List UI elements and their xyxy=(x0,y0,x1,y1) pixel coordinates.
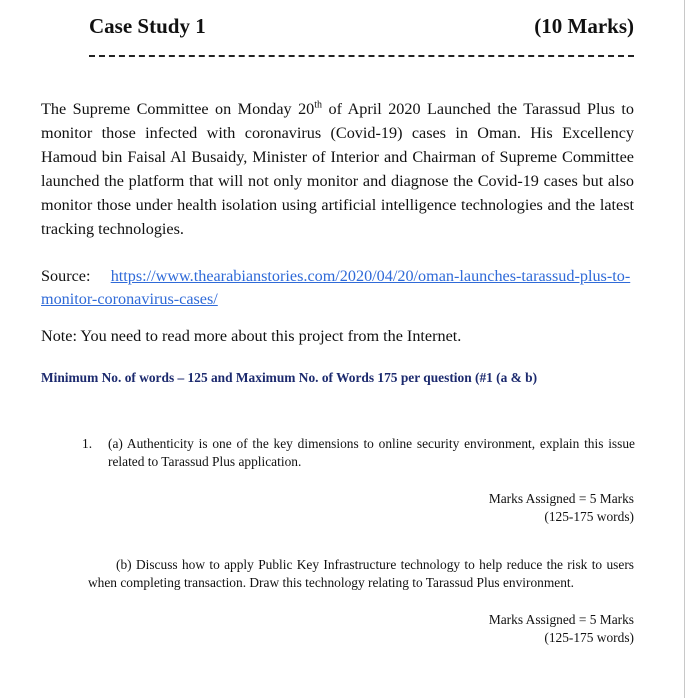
question-1b-marks xyxy=(384,611,634,647)
source-label: Source: xyxy=(41,267,91,285)
header-row xyxy=(89,14,634,39)
case-study-title: Case Study 1 xyxy=(89,14,206,38)
marks-assigned-label: Marks Assigned = 5 Marks xyxy=(488,491,634,506)
question-1b-text: (b) Discuss how to apply Public Key Infrastructure technology to help reduce the risk to users when completing transaction. Draw this technology relating to Tarassud Plus environment. xyxy=(88,557,634,590)
intro-text-rest: of April 2020 Launched the Tarassud Plus to monitor those infected with coronavirus (Covid-19) cases in Oman. His Excellency Hamoud bin Faisal Al Busaidy, Minister of Interior and Chairman of Supreme Committee launched the platform that will not only monitor and diagnose the Covid-19 cases but also monitor those under health isolation using artificial intelligence technologies and the latest tracking technologies. xyxy=(41,100,634,238)
intro-superscript: th xyxy=(314,99,323,111)
question-1a-marks xyxy=(384,490,634,526)
page-edge-line xyxy=(684,0,685,698)
source-line xyxy=(41,265,634,311)
intro-text-start: The Supreme Committee on Monday 20 xyxy=(41,100,315,118)
intro-paragraph xyxy=(41,97,634,241)
source-link[interactable]: https://www.thearabianstories.com/2020/04/20/oman-launches-tarassud-plus-to-monitor-coronavirus-cases/ xyxy=(41,267,631,308)
total-marks: (10 Marks) xyxy=(534,14,634,38)
word-range: (125-175 words) xyxy=(544,630,634,645)
question-1a xyxy=(82,435,635,471)
question-number: 1. xyxy=(82,436,93,451)
dashed-divider xyxy=(89,55,634,57)
marks-assigned-label: Marks Assigned = 5 Marks xyxy=(488,612,634,627)
word-limit-instruction: Minimum No. of words – 125 and Maximum No. of Words 175 per question (#1 (a & b) xyxy=(41,370,538,385)
word-range: (125-175 words) xyxy=(544,509,634,524)
note-text: Note: You need to read more about this project from the Internet. xyxy=(41,327,462,345)
question-1a-text: (a) Authenticity is one of the key dimensions to online security environment, explain this issue related to Tarassud Plus application. xyxy=(108,436,635,469)
